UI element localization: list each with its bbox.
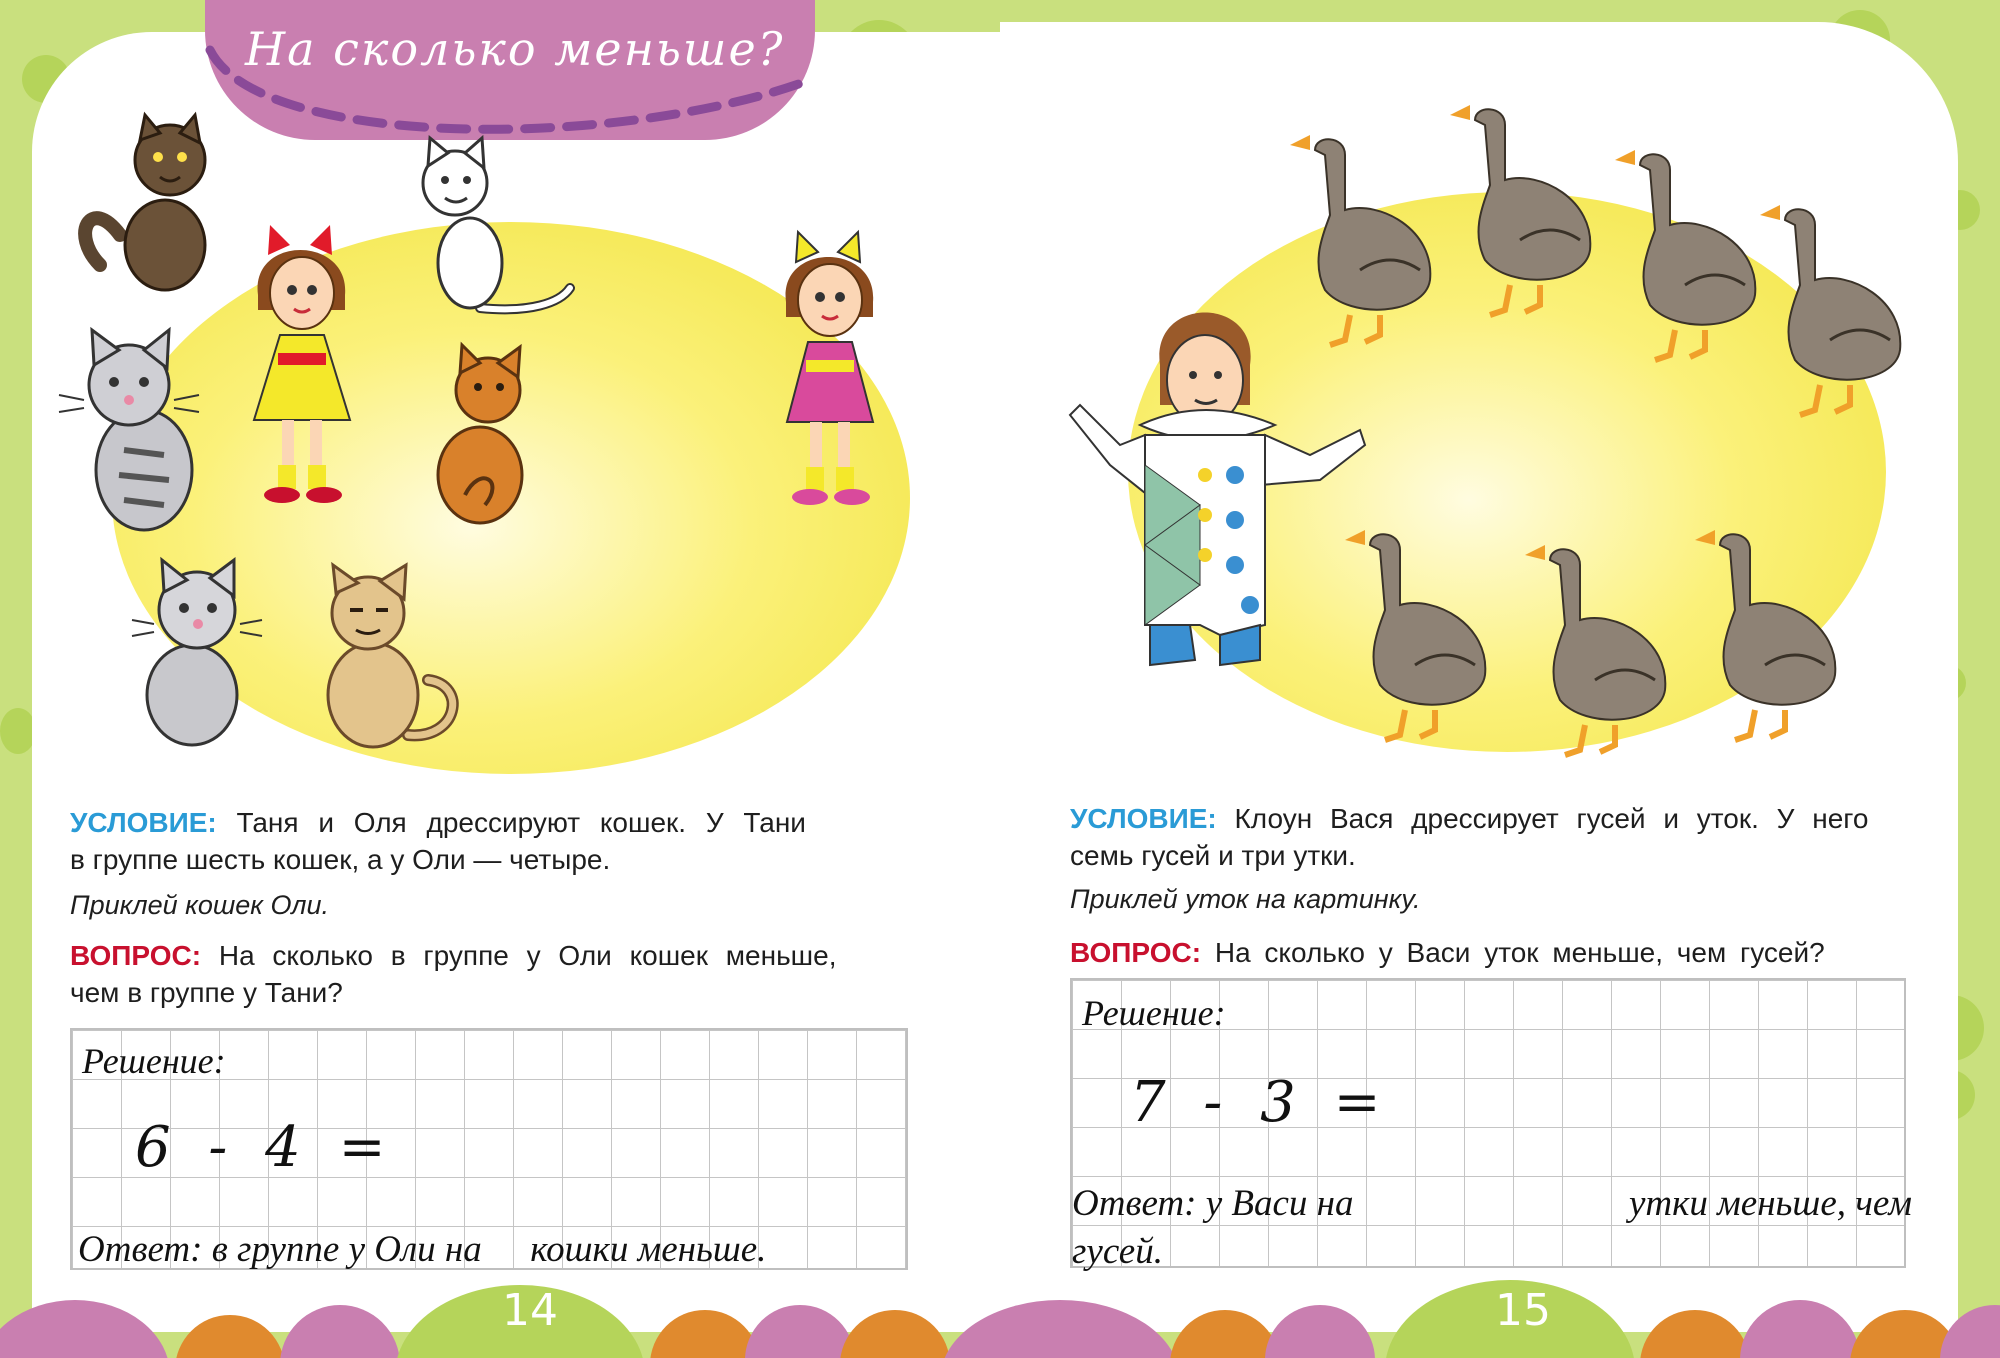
right-condition: [1070, 800, 1930, 874]
question-text: На сколько в группе у Оли кошек меньше,: [218, 940, 837, 971]
answer-text: Ответ: у Васи на: [1072, 1183, 1354, 1224]
left-question: [70, 937, 930, 1011]
goose-icon: [1290, 130, 1440, 350]
right-question: [1070, 934, 1950, 971]
girl-icon: [778, 232, 888, 512]
condition-text: Таня и Оля дрессируют кошек. У Тани: [236, 807, 806, 838]
answer-text: утки меньше, чем: [1628, 1183, 1912, 1224]
cat-icon: [132, 560, 272, 750]
left-page-number: 14: [502, 1285, 558, 1336]
left-expression: 6 - 4 =: [135, 1115, 396, 1180]
right-page-number: 15: [1495, 1285, 1551, 1336]
cat-icon: [420, 345, 540, 525]
condition-text: семь гусей и три утки.: [1070, 840, 1356, 871]
question-label: ВОПРОС:: [70, 940, 202, 971]
condition-label: УСЛОВИЕ:: [70, 807, 217, 838]
page-title: На сколько меньше?: [245, 22, 785, 76]
goose-icon: [1615, 145, 1765, 365]
condition-label: УСЛОВИЕ:: [1070, 803, 1217, 834]
girl-icon: [250, 225, 360, 510]
right-instruction: Приклей уток на картинку.: [1070, 884, 1421, 914]
question-text: На сколько у Васи уток меньше, чем гусей?: [1214, 937, 1825, 968]
left-instruction: Приклей кошек Оли.: [70, 890, 329, 920]
goose-icon: [1525, 540, 1675, 760]
cat-icon: [80, 115, 230, 295]
goose-icon: [1695, 525, 1845, 745]
cat-icon: [64, 330, 214, 540]
cat-icon: [410, 138, 580, 318]
right-solution-label: Решение:: [1082, 993, 1226, 1033]
goose-icon: [1450, 100, 1600, 320]
question-text: чем в группе у Тани?: [70, 977, 343, 1008]
right-answer: [1072, 1180, 1912, 1276]
condition-text: Клоун Вася дрессирует гусей и уток. У него: [1234, 803, 1869, 834]
goose-icon: [1345, 525, 1495, 745]
cat-icon: [308, 565, 468, 755]
right-expression: 7 - 3 =: [1130, 1070, 1391, 1135]
left-solution-label: Решение:: [82, 1041, 226, 1081]
goose-icon: [1760, 200, 1910, 420]
answer-text: гусей.: [1072, 1231, 1163, 1272]
answer-text: Ответ: в группе у Оли на: [78, 1229, 482, 1270]
left-condition: [70, 804, 930, 878]
answer-text: кошки меньше.: [530, 1229, 767, 1270]
left-answer: [78, 1228, 766, 1271]
decor-dot: [0, 708, 36, 754]
condition-text: в группе шесть кошек, а у Оли — четыре.: [70, 844, 611, 875]
question-label: ВОПРОС:: [1070, 937, 1202, 968]
